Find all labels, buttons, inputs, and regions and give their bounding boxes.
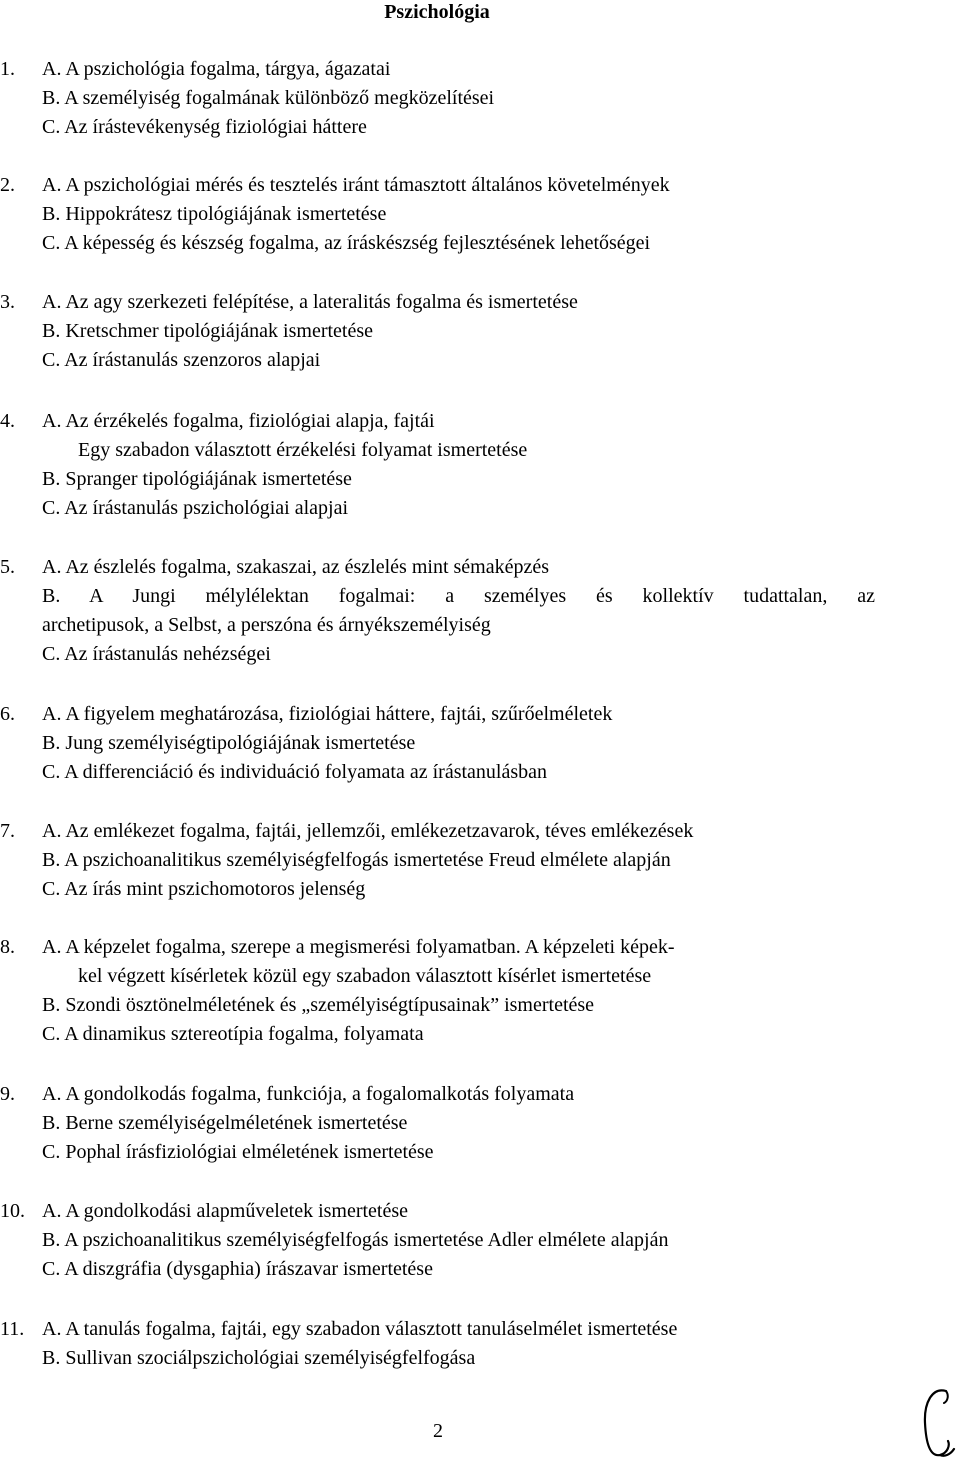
topic-line: A. A képzelet fogalma, szerepe a megismerési folyamatban. A képzeleti képek-	[42, 936, 675, 958]
topic-line: A. A figyelem meghatározása, fiziológiai háttere, fajtái, szűrőelméletek	[42, 703, 613, 725]
topic-line: C. A differenciáció és individuáció folyamata az írástanulásban	[42, 761, 548, 783]
topic-line: Egy szabadon választott érzékelési folyamat ismertetése	[78, 439, 528, 461]
topic-line: B. A pszichoanalitikus személyiségfelfogás ismertetése Freud elmélete alapján	[42, 849, 671, 871]
topic-line: A. A gondolkodási alapműveletek ismertetése	[42, 1200, 409, 1222]
topic-9	[0, 1080, 960, 1167]
topic-line: C. Pophal írásfiziológiai elméletének ismertetése	[42, 1141, 434, 1163]
topic-line: A. Az észlelés fogalma, szakaszai, az észlelés mint sémaképzés	[42, 556, 550, 578]
topic-number: 9.	[0, 1083, 15, 1105]
topic-line: A. A gondolkodás fogalma, funkciója, a fogalomalkotás folyamata	[42, 1083, 575, 1105]
topic-number: 2.	[0, 174, 15, 196]
topic-line: C. Az írástevékenység fiziológiai háttere	[42, 116, 367, 138]
topic-number: 10.	[0, 1200, 25, 1222]
topic-line: C. A dinamikus sztereotípia fogalma, folyamata	[42, 1023, 424, 1045]
topic-6	[0, 700, 960, 787]
topic-number: 8.	[0, 936, 15, 958]
topic-line: B. A személyiség fogalmának különböző megközelítései	[42, 87, 495, 109]
topic-2	[0, 171, 960, 258]
topic-line: C. Az írástanulás pszichológiai alapjai	[42, 497, 349, 519]
topic-1	[0, 55, 960, 142]
topic-line: B. A Jungi mélylélektan fogalmai: a személyes és kollektív tudattalan, az	[42, 585, 875, 607]
topic-line: kel végzett kísérletek közül egy szabadon választott kísérlet ismertetése	[78, 965, 652, 987]
topic-line: B. Hippokrátesz tipológiájának ismertetése	[42, 203, 387, 225]
topic-number: 6.	[0, 703, 15, 725]
topic-11	[0, 1315, 960, 1373]
topic-line: A. A tanulás fogalma, fajtái, egy szabadon választott tanuláselmélet ismertetése	[42, 1318, 678, 1340]
topic-5	[0, 553, 960, 669]
topic-line: B. Sullivan szociálpszichológiai személyiségfelfogása	[42, 1347, 476, 1369]
topic-line: B. Kretschmer tipológiájának ismertetése	[42, 320, 374, 342]
topic-line: A. A pszichológiai mérés és tesztelés iránt támasztott általános követelmények	[42, 174, 670, 196]
topic-line: B. A pszichoanalitikus személyiségfelfogás ismertetése Adler elmélete alapján	[42, 1229, 669, 1251]
topic-3	[0, 288, 960, 375]
page-number: 2	[433, 1420, 443, 1442]
topic-number: 4.	[0, 410, 15, 432]
topic-number: 3.	[0, 291, 15, 313]
topic-line: A. Az agy szerkezeti felépítése, a lateralitás fogalma és ismertetése	[42, 291, 578, 313]
topic-line: A. Az emlékezet fogalma, fajtái, jellemzői, emlékezetzavarok, téves emlékezések	[42, 820, 694, 842]
topic-line: A. Az érzékelés fogalma, fiziológiai alapja, fajtái	[42, 410, 435, 432]
topic-line: C. Az írástanulás nehézségei	[42, 643, 271, 665]
topic-4	[0, 407, 960, 523]
topic-number: 1.	[0, 58, 15, 80]
topic-number: 11.	[0, 1318, 25, 1340]
topic-line: archetipusok, a Selbst, a perszóna és árnyékszemélyiség	[42, 614, 491, 636]
topic-line: B. Jung személyiségtipológiájának ismertetése	[42, 732, 416, 754]
topic-line: B. Berne személyiségelméletének ismertetése	[42, 1112, 408, 1134]
topic-line: B. Szondi ösztönelméletének és „személyiségtípusainak” ismertetése	[42, 994, 595, 1016]
handwritten-signature	[918, 1385, 956, 1461]
topic-number: 7.	[0, 820, 15, 842]
topic-10	[0, 1197, 960, 1284]
topic-line: C. A képesség és készség fogalma, az íráskészség fejlesztésének lehetőségei	[42, 232, 651, 254]
topic-line: A. A pszichológia fogalma, tárgya, ágazatai	[42, 58, 391, 80]
topic-number: 5.	[0, 556, 15, 578]
topic-line: C. Az írás mint pszichomotoros jelenség	[42, 878, 366, 900]
topic-line: B. Spranger tipológiájának ismertetése	[42, 468, 352, 490]
topic-line: C. Az írástanulás szenzoros alapjai	[42, 349, 321, 371]
topic-8	[0, 933, 960, 1049]
topic-line: C. A diszgráfia (dysgaphia) írászavar ismertetése	[42, 1258, 433, 1280]
topic-7	[0, 817, 960, 904]
document-title: Pszichológia	[384, 1, 490, 23]
